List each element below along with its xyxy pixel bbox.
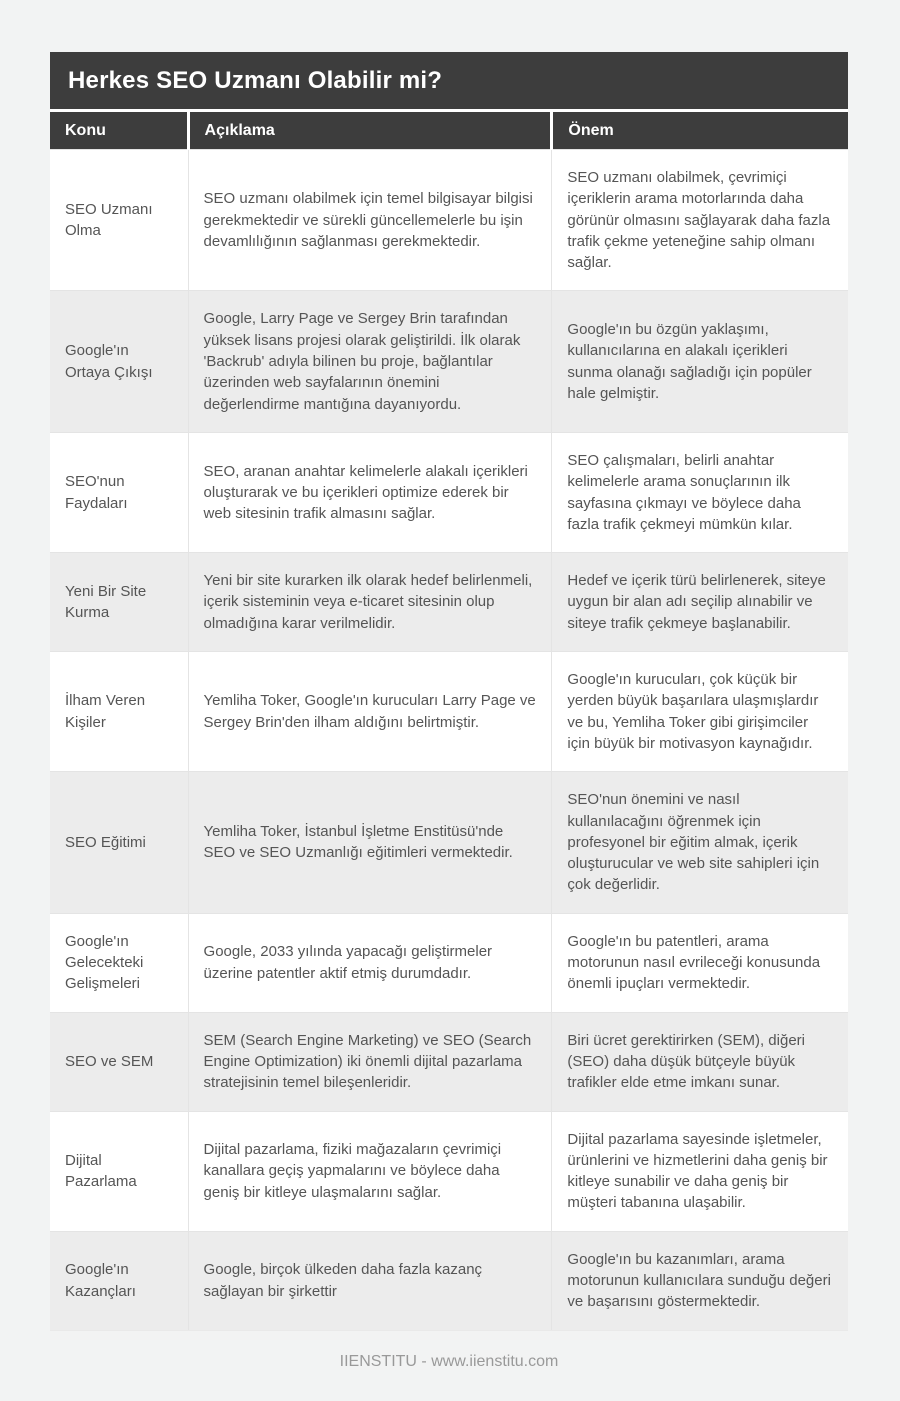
table-row	[50, 1111, 848, 1231]
cell-konu: Google'ın Kazançları	[50, 1231, 188, 1330]
cell-aciklama: SEM (Search Engine Marketing) ve SEO (Search Engine Optimization) iki önemli dijital pazarlama stratejisinin temel bileşenleridir.	[188, 1012, 552, 1111]
cell-aciklama: Google, Larry Page ve Sergey Brin tarafından yüksek lisans projesi olarak geliştirildi. İlk olarak 'Backrub' adıyla bilinen bu proje, bağlantılar üzerinden web sayfalarının önemini değerlendirme mantığına dayanıyordu.	[188, 291, 552, 432]
cell-onem: Biri ücret gerektirirken (SEM), diğeri (SEO) daha düşük bütçeyle büyük trafikler elde etme imkanı sunar.	[552, 1012, 848, 1111]
cell-aciklama: Yeni bir site kurarken ilk olarak hedef belirlenmeli, içerik sisteminin veya e-ticaret sitesinin olup olmadığına karar verilmelidir.	[188, 553, 552, 652]
cell-aciklama: Yemliha Toker, Google'ın kurucuları Larry Page ve Sergey Brin'den ilham aldığını belirtmiştir.	[188, 652, 552, 772]
table-header-row	[50, 111, 848, 150]
cell-konu: SEO Eğitimi	[50, 772, 188, 913]
column-header-aciklama: Açıklama	[188, 111, 552, 150]
cell-onem: Google'ın bu patentleri, arama motorunun nasıl evrileceği konusunda önemli ipuçları vermektedir.	[552, 913, 848, 1012]
cell-onem: SEO çalışmaları, belirli anahtar kelimelerle arama sonuçlarının ilk sayfasına çıkmayı ve böylece daha fazla trafik çekmeyi mümkün kılar.	[552, 432, 848, 552]
table-row	[50, 772, 848, 913]
cell-onem: Dijital pazarlama sayesinde işletmeler, ürünlerini ve hizmetlerini daha geniş bir kitleye sunabilir ve daha geniş bir müşteri tabanına ulaşabilir.	[552, 1111, 848, 1231]
seo-table-card	[50, 52, 848, 1331]
table-row	[50, 652, 848, 772]
cell-konu: SEO'nun Faydaları	[50, 432, 188, 552]
cell-onem: SEO'nun önemini ve nasıl kullanılacağını öğrenmek için profesyonel bir eğitim almak, içerik oluşturucular ve web site sahipleri için çok değerlidir.	[552, 772, 848, 913]
cell-konu: SEO Uzmanı Olma	[50, 150, 188, 291]
column-header-onem: Önem	[552, 111, 848, 150]
cell-onem: Google'ın bu özgün yaklaşımı, kullanıcılarına en alakalı içerikleri sunma olanağı sağladığı için popüler hale gelmiştir.	[552, 291, 848, 432]
table-row	[50, 1231, 848, 1330]
cell-aciklama: Yemliha Toker, İstanbul İşletme Enstitüsü'nde SEO ve SEO Uzmanlığı eğitimleri vermektedir.	[188, 772, 552, 913]
cell-konu: SEO ve SEM	[50, 1012, 188, 1111]
table-row	[50, 432, 848, 552]
cell-konu: Yeni Bir Site Kurma	[50, 553, 188, 652]
column-header-konu: Konu	[50, 111, 188, 150]
table-row	[50, 291, 848, 432]
cell-aciklama: Dijital pazarlama, fiziki mağazaların çevrimiçi kanallara geçiş yapmalarını ve böylece daha geniş bir kitleye ulaşmalarını sağlar.	[188, 1111, 552, 1231]
cell-aciklama: Google, 2033 yılında yapacağı geliştirmeler üzerine patentler aktif etmiş durumdadır.	[188, 913, 552, 1012]
table-row	[50, 913, 848, 1012]
table-row	[50, 1012, 848, 1111]
cell-aciklama: SEO uzmanı olabilmek için temel bilgisayar bilgisi gerekmektedir ve sürekli güncellemelerle bu işin devamlılığının sağlanması gerekmektedir.	[188, 150, 552, 291]
table-row	[50, 150, 848, 291]
cell-aciklama: Google, birçok ülkeden daha fazla kazanç sağlayan bir şirkettir	[188, 1231, 552, 1330]
cell-onem: Google'ın bu kazanımları, arama motorunun kullanıcılara sunduğu değeri ve başarısını göstermektedir.	[552, 1231, 848, 1330]
seo-info-table	[50, 109, 848, 1331]
cell-konu: Google'ın Gelecekteki Gelişmeleri	[50, 913, 188, 1012]
cell-konu: Dijital Pazarlama	[50, 1111, 188, 1231]
cell-aciklama: SEO, aranan anahtar kelimelerle alakalı içerikleri oluşturarak ve bu içerikleri optimize ederek bir web sitesinin trafik almasını sağlar.	[188, 432, 552, 552]
cell-onem: SEO uzmanı olabilmek, çevrimiçi içeriklerin arama motorlarında daha görünür olmasını sağlayarak daha fazla trafik çekme yeteneğine sahip olmanı sağlar.	[552, 150, 848, 291]
table-row	[50, 553, 848, 652]
cell-onem: Hedef ve içerik türü belirlenerek, siteye uygun bir alan adı seçilip alınabilir ve siteye trafik çekmeye başlanabilir.	[552, 553, 848, 652]
cell-konu: Google'ın Ortaya Çıkışı	[50, 291, 188, 432]
footer-branding: IIENSTITU - www.iienstitu.com	[339, 1352, 559, 1370]
cell-konu: İlham Veren Kişiler	[50, 652, 188, 772]
page-title: Herkes SEO Uzmanı Olabilir mi?	[50, 52, 848, 109]
cell-onem: Google'ın kurucuları, çok küçük bir yerden büyük başarılara ulaşmışlardır ve bu, Yemliha Toker gibi girişimciler için büyük bir motivasyon kaynağıdır.	[552, 652, 848, 772]
